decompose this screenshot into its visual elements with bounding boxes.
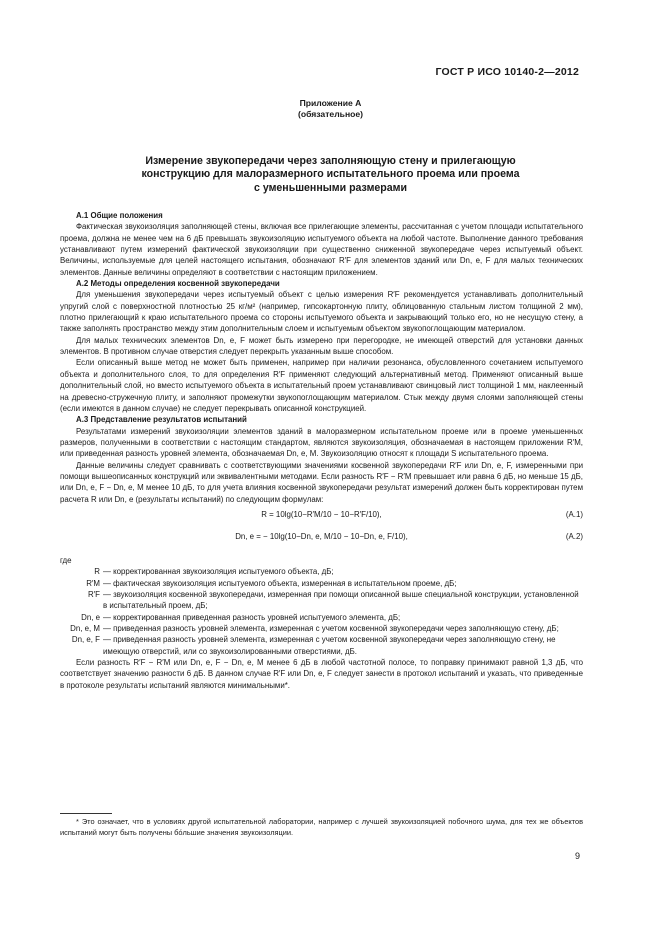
definition-symbol: R′F xyxy=(88,589,100,599)
paragraph-a1-1: Фактическая звукоизоляция заполняющей стены, включая все прилегающие элементы, рассчитанная с учетом площади испытательного проема, должна не менее чем на 6 дБ превышать звукоизоляцию испытуемого объекта на любой частоте. Выполнение данного требования устанавливают путем измерений фактической звукоизоляции при существенно сниженной звукопередаче через испытуемый объект. Величины, используемые для целей настоящего испытания, обозначают R′F для элементов зданий или Dn, e, F для малых технических элементов. Данные величины определяют в соответствии с настоящим приложением. xyxy=(60,222,583,277)
title-line-2: конструкцию для малоразмерного испытательного проема или проема xyxy=(141,168,520,181)
section-heading-a2: А.2 Методы определения косвенной звукопередачи xyxy=(76,279,280,289)
section-heading-a3: А.3 Представление результатов испытаний xyxy=(76,415,247,425)
definition-symbol: Dn, e xyxy=(81,612,100,622)
paragraph-a3-2: Данные величины следует сравнивать с соответствующими значениями косвенной звукопередачи R′F или Dn, e, F, измеренными при помощи вышеописанных конструкций или эквивалентными методами. Если разность R′F − R′M превышает или равна 6 дБ, но меньше 15 дБ, или Dn, e, F − Dn, e, M менее 10 дБ, то для учета влияния косвенной звукопередачи результат измерений должен быть корректирован путем расчета R или Dn, e (результаты испытаний) по следующим формулам: xyxy=(60,460,583,504)
paragraph-a3-1: Результатами измерений звукоизоляции элементов зданий в малоразмерном испытательном проеме или в проеме уменьшенных размеров, полученными в соответствии с настоящим стандартом, являются звукоизоляция, обозначаемая в настоящем приложении R′M, или приведенная разность уровней элемента, обозначаемая Dn, e, M. Звукоизоляцию относят к площади S испытательного проема. xyxy=(60,426,583,459)
definition-symbol: Dn, e, F xyxy=(71,635,100,645)
definition-item xyxy=(60,578,583,589)
footnote: * Это означает, что в условиях другой испытательной лаборатории, например с лучшей звукоизоляцией побочного шума, для тех же объектов испытаний могут быть получены бо́льшие значения звукоизоляции. xyxy=(60,817,583,837)
definition-text: — приведенная разность уровней элемента, измеренная с учетом косвенной звукопередачи через заполняющую стену, не имеющую отверстий, или со звукоизолированными отверстиями, дБ. xyxy=(103,635,556,656)
definition-symbol: Dn, e, M xyxy=(70,624,100,633)
title-line-1: Измерение звукопередачи через заполняющую стену и прилегающую xyxy=(145,155,516,167)
page-number: 9 xyxy=(574,851,580,861)
appendix-status: (обязательное) xyxy=(297,109,364,119)
equation-a1-number: (А.1) xyxy=(565,509,583,519)
symbol-definitions xyxy=(60,555,583,657)
equation-a2-number: (А.2) xyxy=(565,531,583,541)
equation-a1 xyxy=(60,505,583,527)
appendix-title xyxy=(60,155,601,195)
appendix-label: Приложение А xyxy=(299,98,362,108)
definition-item xyxy=(60,623,583,634)
equation-a2-formula: Dn, e = − 10lg(10−Dn, e, M/10 − 10−Dn, e, F/10), xyxy=(235,531,408,541)
definition-item xyxy=(60,634,583,657)
closing-paragraph: Если разность R′F − R′M или Dn, e, F − Dn, e, M менее 6 дБ в любой частотной полосе, то поправку принимают равной 1,3 дБ, что соответствует значению разности 6 дБ. В данном случае R′F или Dn, e, F следует занести в протокол испытаний и указать, что приведенные в протоколе результаты испытаний являются минимальными*. xyxy=(60,658,583,690)
standard-header: ГОСТ Р ИСО 10140-2—2012 xyxy=(435,66,579,78)
definition-item xyxy=(60,612,583,623)
title-line-3: с уменьшенными размерами xyxy=(253,181,408,194)
definition-text: — фактическая звукоизоляция испытуемого объекта, измеренная в испытательном проеме, дБ; xyxy=(103,578,457,588)
paragraph-a2-2: Для малых технических элементов Dn, e, F может быть измерено при перегородке, не имеющей отверстий для установки данных элементов. В противном случае отверстия следует перекрыть указанным выше способом. xyxy=(60,335,583,357)
definition-text: — корректированная приведенная разность уровней испытуемого элемента, дБ; xyxy=(103,612,401,622)
equation-a2 xyxy=(60,527,583,549)
definition-item xyxy=(60,589,583,612)
definition-symbol: R xyxy=(94,567,100,577)
definition-text: — корректированная звукоизоляция испытуемого объекта, дБ; xyxy=(103,567,334,577)
definition-text: — звукоизоляция косвенной звукопередачи, измеренная при помощи описанной выше специальной конструкции, установленной в испытательный проем, дБ; xyxy=(103,589,579,611)
footnote-separator xyxy=(60,813,112,814)
document-body xyxy=(60,210,583,691)
paragraph-a2-1: Для уменьшения звукопередачи через испытуемый объект с целью измерения R′F рекомендуется устанавливать дополнительный упругий слой с поверхностной плотностью 25 кг/м² (например, гипсокартонную плиту, облицованную стальным листом толщиной 2 мм), плотно прилегающий к краю испытательного проема со стороны испытуемого объекта и закрывающий только его, но не несущую стену, а также заполнять пространство между этим дополнительным слоем и испытуемым объектом звукопоглощающим материалом. xyxy=(60,290,583,334)
appendix-heading xyxy=(0,98,661,120)
section-heading-a1: А.1 Общие положения xyxy=(76,211,163,220)
definition-symbol: R′M xyxy=(86,578,100,588)
definition-text: — приведенная разность уровней элемента, измеренная с учетом косвенной звукопередачи через заполняющую стену, дБ; xyxy=(103,624,559,633)
equation-a1-formula: R = 10lg(10−R′M/10 − 10−R′F/10), xyxy=(261,509,382,519)
definitions-intro: где xyxy=(60,555,72,565)
paragraph-a2-3: Если описанный выше метод не может быть применен, например при наличии резонанса, обусловленного сочетанием испытуемого объекта и дополнительного слоя, то для определения R′F применяют следующий альтернативный метод. Применяют описанный выше дополнительный слой, но вместо испытуемого объекта в испытательный проем устанавливают свинцовый лист толщиной 1 мм, наклеенный на древесно-стружечную плиту, и заполняют промежутки звукопоглощающим материалом. Стык между двумя слоями заполняющей стены (если имеются в данном случае) не следует перекрывать описанной конструкцией. xyxy=(60,358,583,413)
definition-item xyxy=(60,566,583,577)
